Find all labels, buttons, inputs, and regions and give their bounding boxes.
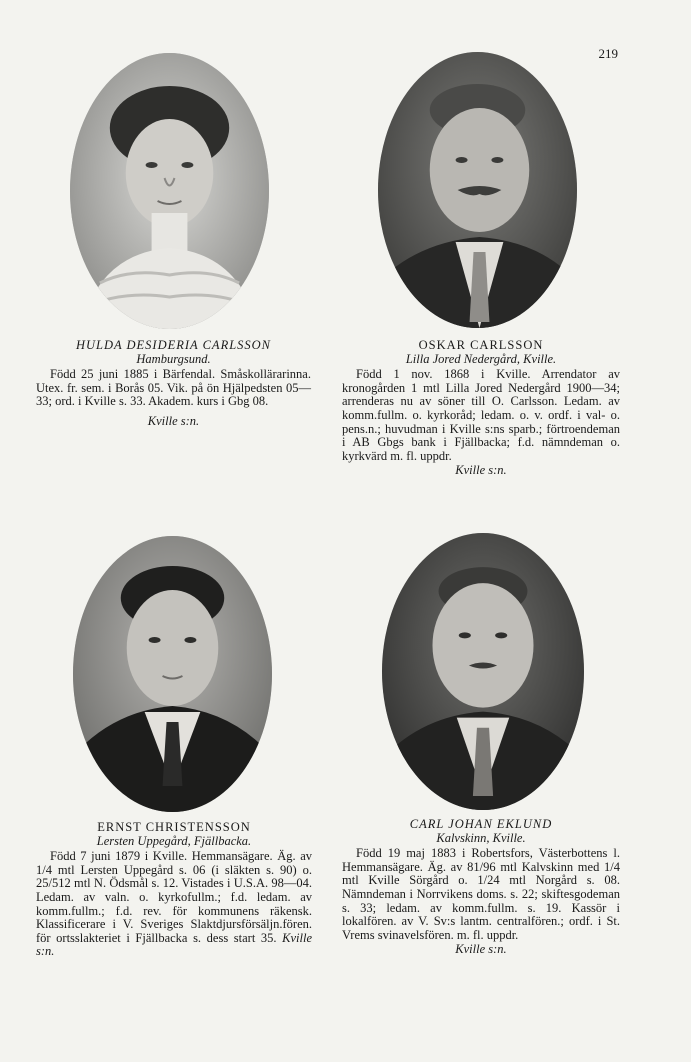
- entry-oskar-carlsson: [342, 339, 620, 478]
- entry-place: Hamburgsund.: [136, 351, 211, 366]
- man-with-mustache-portrait-icon: [382, 533, 584, 810]
- entry-bio: Född 25 juni 1885 i Bärfendal. Småskollärarinna. Utex. fr. sem. i Borås 05. Vik. på ön Hjälpedsten 05—33; ord. i Kville s. 33. Akadem. kurs i Gbg 08.: [36, 367, 311, 409]
- entry-place: Lersten Uppegård, Fjällbacka.: [96, 833, 252, 848]
- entry-name: ERNST CHRISTENSSON: [97, 820, 251, 834]
- entry-name: HULDA DESIDERIA CARLSSON: [75, 338, 272, 352]
- page-number: 219: [598, 46, 618, 61]
- entry-name: OSKAR CARLSSON: [418, 338, 544, 352]
- entry-ernst-christensson: [36, 821, 312, 959]
- entry-bio-text: Född 7 juni 1879 i Kville. Hemmansägare. Äg. av 1/4 mtl Lersten Uppegård s. 06 (i släkten s. 90) o. 25/512 mtl N. Ödsmål s. 12. Vistades i U.S.A. 98—04. Ledam. av valn. o. kyrkofullm.; f.d. ledam. av komm.fullm.; f.d. rev. för kommunens räkensk. Klassificerare i V. Sveriges Slaktdjursförsäljn.fören. för ortsslakteriet i Fjällbacka s. dess start 35.: [36, 849, 312, 945]
- entry-place: Lilla Jored Nedergård, Kville.: [405, 351, 557, 366]
- man-portrait-icon: [378, 52, 577, 328]
- entry-bio: Född 19 maj 1883 i Robertsfors, Västerbottens l. Hemmansägare. Äg. av 81/96 mtl Kalvskinn med 1/4 mtl Kville Sörgård o. 1/24 mtl Norgård s. 08. Nämndeman i Norrvikens doms. s. 22; skiftesgodeman s. 33; ledam. av komm.fullm. s. 19. Kassör i lokalfören. av V. Sv:s lantm. centralfören.; ordf. i St. Vrems svinavelsfören. m. fl. uppdr.: [342, 846, 620, 942]
- entry-parish: Kville s:n.: [455, 942, 507, 957]
- woman-portrait-icon: [70, 53, 269, 329]
- entry-parish: Kville s:n.: [36, 930, 313, 959]
- entry-bio: [36, 850, 312, 959]
- entry-name: CARL JOHAN EKLUND: [409, 817, 553, 831]
- entry-carl-johan-eklund: [342, 818, 620, 957]
- entry-place: Kalvskinn, Kville.: [436, 830, 526, 845]
- entry-parish: Kville s:n.: [147, 413, 200, 428]
- entry-hulda-desideria-carlsson: [36, 339, 311, 429]
- young-man-portrait-icon: [73, 536, 272, 812]
- entry-parish: Kville s:n.: [455, 463, 507, 478]
- entry-bio: Född 1 nov. 1868 i Kville. Arrendator av kronogården 1 mtl Lilla Jored Nedergård 1900—34; arrenderas nu av söner till O. Carlsson. Ledam. av komm.fullm. o. kyrkoråd; ledam. o. v. ordf. i val- o. pens.n.; huvudman i Kville s:ns sparb.; förtroendeman i AB Gbgs bank i Fjällbacka; f.d. nämndeman o. kyrkvärd m. fl. uppdr.: [342, 367, 620, 463]
